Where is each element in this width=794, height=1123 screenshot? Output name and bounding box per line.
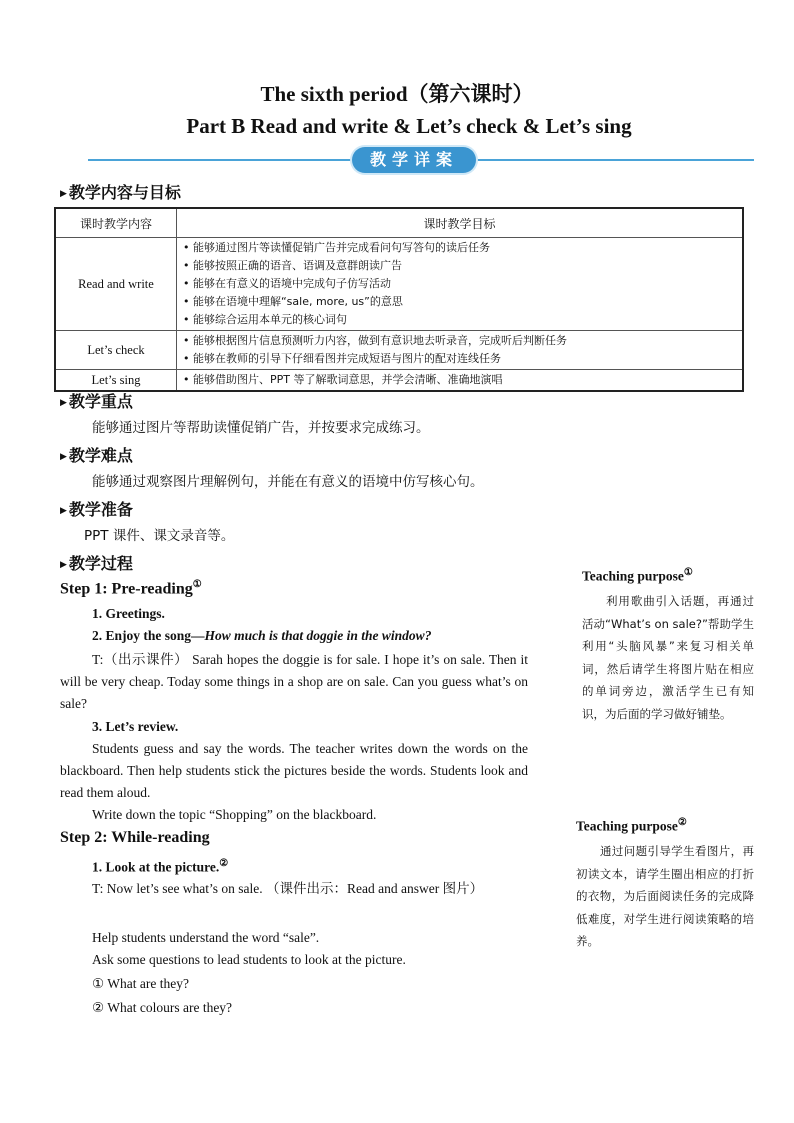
step2-question-2: ② What colours are they? (92, 1000, 233, 1015)
table-cell-goals (177, 370, 744, 392)
section-difficulties (60, 443, 133, 466)
table-header-row (55, 208, 743, 238)
table-header-content: 课时教学内容 (55, 208, 177, 238)
section-process (60, 551, 133, 574)
table-cell-content: Let’s sing (55, 370, 177, 392)
goal-item: • 能够综合运用本单元的核心词句 (183, 313, 347, 326)
goal-item: • 能够在语境中理解“sale, more, us”的意思 (183, 295, 403, 308)
step1-heading (60, 579, 202, 598)
step1-teacher-text: T:（出示课件） Sarah hopes the doggie is for sale. I hope it’s on sale. Then it will be very cheap. Today some things in a shop are on sale. Can you guess what’s on sale? (60, 652, 528, 711)
sidebar-note-2-text: 通过问题引导学生看图片，再初读文本，请学生圈出相应的打折的衣物，为后面阅读任务的完成降低难度，对学生进行阅读策略的培养。 (576, 844, 754, 948)
triangle-bullet-icon: ▶ (60, 560, 67, 570)
step2-question-1: ① What are they? (92, 976, 189, 991)
triangle-bullet-icon: ▶ (60, 398, 67, 408)
page-title: The sixth period（第六课时） (260, 82, 534, 106)
objectives-table (54, 207, 744, 392)
goal-item: • 能够借助图片、PPT 等了解歌词意思，并学会清晰、准确地演唱 (183, 373, 503, 386)
section-heading: 教学难点 (68, 446, 133, 465)
step2-help-text: Help students understand the word “sale”. (92, 930, 320, 945)
sidebar-note-2-title (576, 817, 687, 835)
sidebar-note-1-title (582, 567, 693, 585)
difficulties-text: 能够通过观察图片理解例句，并能在有意义的语境中仿写核心句。 (92, 474, 484, 490)
footnote-mark: ② (677, 817, 687, 828)
goal-item: • 能够在有意义的语境中完成句子仿写活动 (183, 277, 391, 290)
section-heading: 教学内容与目标 (68, 183, 181, 202)
step1-topic-text: Write down the topic “Shopping” on the blackboard. (92, 807, 377, 822)
table-row (55, 238, 743, 331)
step1-review: 3. Let’s review. (92, 719, 179, 734)
section-content-goals (60, 180, 181, 203)
section-preparation (60, 497, 133, 520)
table-cell-goals (177, 238, 744, 331)
table-header-goal: 课时教学目标 (177, 208, 744, 238)
footnote-mark: ① (683, 567, 693, 578)
step1-enjoy-song (60, 625, 528, 647)
preparation-text: PPT 课件、课文录音等。 (84, 528, 235, 544)
triangle-bullet-icon: ▶ (60, 506, 67, 516)
section-key-points (60, 389, 133, 412)
look-label: 1. Look at the picture. (92, 859, 220, 875)
goal-item: • 能够通过图片等读懂促销广告并完成看问句写答句的读后任务 (183, 241, 490, 254)
enjoy-label: 2. Enjoy the song— (92, 628, 205, 643)
page-subtitle: Part B Read and write & Let’s check & Let’s sing (186, 114, 632, 138)
step2-ask-text: Ask some questions to lead students to look at the picture. (92, 952, 406, 967)
goal-item: • 能够根据图片信息预测听力内容，做到有意识地去听录音，完成听后判断任务 (183, 334, 567, 347)
triangle-bullet-icon: ▶ (60, 452, 67, 462)
note-title: Teaching purpose (582, 568, 684, 584)
table-cell-content: Read and write (55, 238, 177, 331)
note-title: Teaching purpose (576, 818, 678, 834)
step1-review-text: Students guess and say the words. The teacher writes down the words on the blackboard. Then help students stick the pictures beside the words. Students look and read them aloud. (60, 741, 528, 800)
goal-item: • 能够在教师的引导下仔细看图并完成短语与图片的配对连线任务 (183, 352, 501, 365)
song-title: How much is that doggie in the window? (204, 628, 432, 643)
section-heading: 教学过程 (68, 554, 133, 573)
table-row (55, 370, 743, 392)
section-heading: 教学准备 (68, 500, 133, 519)
step1-title: Step 1: Pre-reading (60, 580, 193, 598)
goal-item: • 能够按照正确的语音、语调及意群朗读广告 (183, 259, 402, 272)
table-cell-content: Let’s check (55, 331, 177, 370)
banner-badge: 教学详案 (352, 147, 476, 173)
key-points-text: 能够通过图片等帮助读懂促销广告，并按要求完成练习。 (92, 420, 430, 436)
footnote-mark: ① (192, 579, 202, 590)
step2-look (60, 853, 528, 879)
section-heading: 教学重点 (68, 392, 133, 411)
table-row (55, 331, 743, 370)
step2-heading: Step 2: While-reading (60, 829, 210, 846)
triangle-bullet-icon: ▶ (60, 189, 67, 199)
step2-teacher-text: T: Now let’s see what’s on sale. （课件出示：Read and answer 图片） (92, 881, 484, 896)
sidebar-note-1-text: 利用歌曲引入话题，再通过活动“What’s on sale?”帮助学生利用“头脑风暴”来复习相关单词，然后请学生将图片贴在相应的单词旁边，激活学生已有知识，为后面的学习做好铺垫。 (582, 594, 754, 721)
table-cell-goals (177, 331, 744, 370)
step1-greetings: 1. Greetings. (92, 606, 165, 621)
footnote-mark: ② (219, 858, 229, 869)
